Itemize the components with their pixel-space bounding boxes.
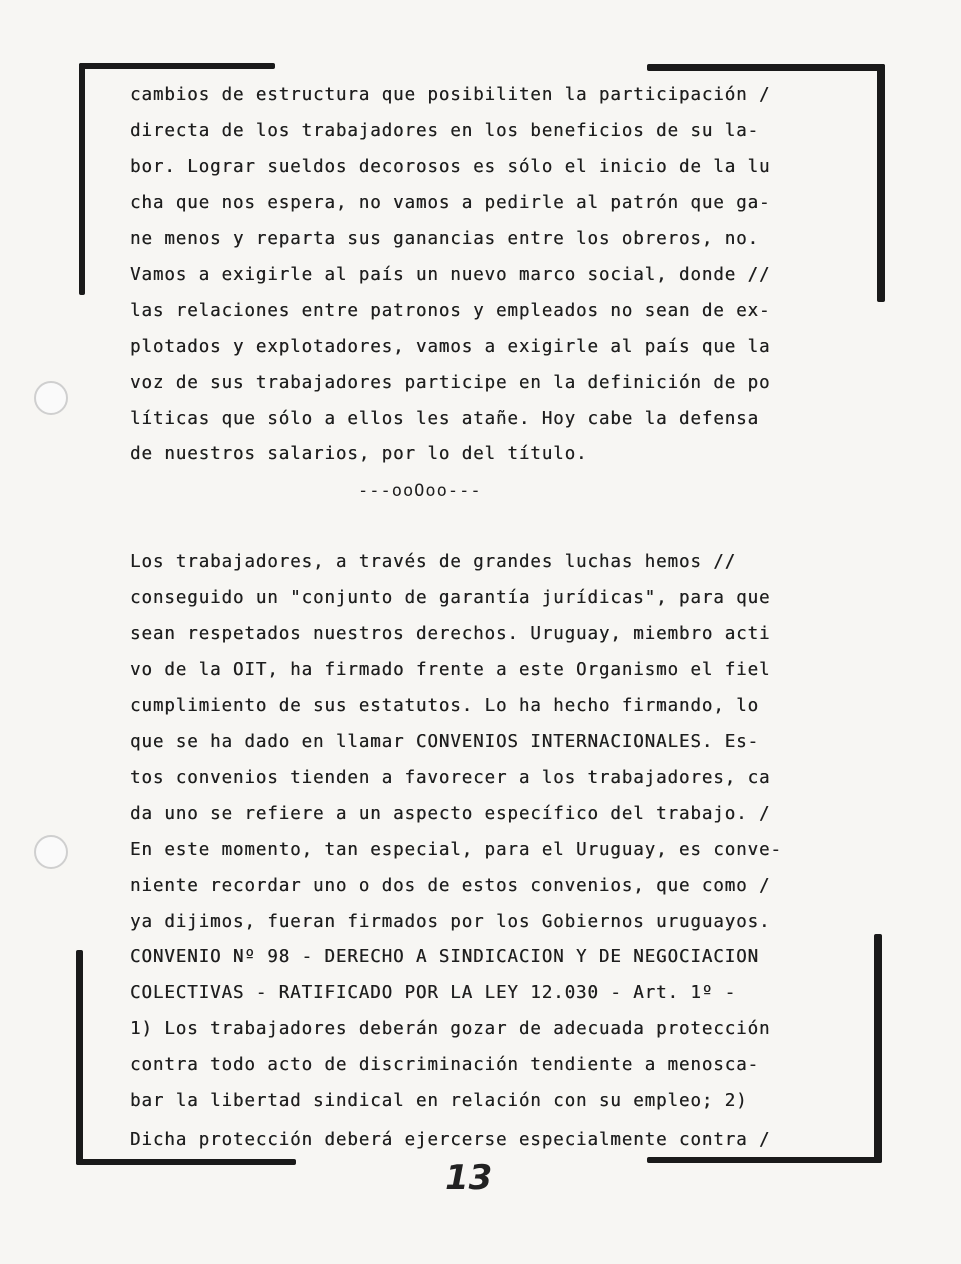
bracket-top-left-horizontal (79, 63, 275, 69)
bracket-bottom-right-horizontal (647, 1157, 882, 1163)
bracket-bottom-right-vertical (874, 934, 882, 1163)
text-line: vo de la OIT, ha firmado frente a este Organismo el fiel (130, 660, 771, 680)
bracket-top-right-horizontal (647, 64, 885, 71)
text-line: bar la libertad sindical en relación con su empleo; 2) (130, 1091, 748, 1111)
text-line: tos convenios tienden a favorecer a los trabajadores, ca (130, 768, 771, 788)
text-line: directa de los trabajadores en los beneficios de su la- (130, 121, 759, 141)
text-line: En este momento, tan especial, para el Uruguay, es conve- (130, 840, 782, 860)
text-line: da uno se refiere a un aspecto específico del trabajo. / (130, 804, 771, 824)
text-line: de nuestros salarios, por lo del título. (130, 444, 588, 464)
text-line: cha que nos espera, no vamos a pedirle al patrón que ga- (130, 193, 771, 213)
text-line: voz de sus trabajadores participe en la definición de po (130, 373, 771, 393)
bracket-bottom-left-vertical (76, 950, 83, 1165)
text-line: ya dijimos, fueran firmados por los Gobiernos uruguayos. (130, 912, 771, 932)
text-line: 1) Los trabajadores deberán gozar de adecuada protección (130, 1019, 771, 1039)
text-line: líticas que sólo a ellos les atañe. Hoy cabe la defensa (130, 409, 759, 429)
punch-hole-top (34, 381, 68, 415)
text-line: las relaciones entre patronos y empleados no sean de ex- (130, 301, 771, 321)
bracket-top-left-vertical (79, 63, 85, 295)
text-line: conseguido un "conjunto de garantía jurídicas", para que (130, 588, 771, 608)
text-line: Vamos a exigirle al país un nuevo marco social, donde // (130, 265, 771, 285)
bracket-top-right-vertical (877, 64, 885, 302)
convenio-heading-line: COLECTIVAS - RATIFICADO POR LA LEY 12.030 - Art. 1º - (130, 983, 737, 1003)
punch-hole-bottom (34, 835, 68, 869)
text-line: que se ha dado en llamar CONVENIOS INTERNACIONALES. Es- (130, 732, 759, 752)
convenio-heading-line: CONVENIO Nº 98 - DERECHO A SINDICACION Y DE NEGOCIACION (130, 947, 759, 967)
text-line: Dicha protección deberá ejercerse especialmente contra / (130, 1130, 771, 1150)
text-line: cumplimiento de sus estatutos. Lo ha hecho firmando, lo (130, 696, 759, 716)
text-line: ne menos y reparta sus ganancias entre los obreros, no. (130, 229, 759, 249)
bracket-bottom-left-horizontal (76, 1159, 296, 1165)
text-line: contra todo acto de discriminación tendiente a menosca- (130, 1055, 759, 1075)
page-number: 13 (445, 1158, 493, 1198)
text-line: bor. Lograr sueldos decorosos es sólo el inicio de la lu (130, 157, 771, 177)
text-line: Los trabajadores, a través de grandes luchas hemos // (130, 552, 737, 572)
text-line: niente recordar uno o dos de estos convenios, que como / (130, 876, 771, 896)
section-divider: ---ooOoo--- (358, 481, 482, 501)
text-line: sean respetados nuestros derechos. Uruguay, miembro acti (130, 624, 771, 644)
text-line: cambios de estructura que posibiliten la participación / (130, 85, 771, 105)
text-line: plotados y explotadores, vamos a exigirle al país que la (130, 337, 771, 357)
